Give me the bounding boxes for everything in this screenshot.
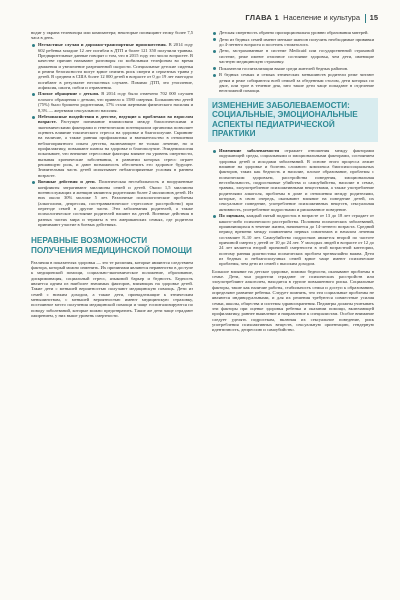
bullet-text: Детская смертность обратно пропорциональна уровню образования матерей. — [219, 30, 369, 35]
bullet-text: Показатели госпитализации выше среди жителей бедных районов. — [219, 65, 349, 71]
closing-paragraph: Большое влияние на детское здоровье, помимо бедности, оказывают проблемы в семье. Дети, чьи родители страдают от психических расстройств или злоупотребляют алкоголем, находятся в группе повышенного риска. Социальные факторы, такие как наличие работы, стабильность семьи и доступ к образованию, определяют развитие ребенка. Следует помнить, что эти социальные проблемы не являются индивидуальными, и для их решения требуются совместные усилия семьи, школы, общества и системы здравоохранения. Педиатры должны учитывать эти факторы при оценке здоровья ребенка и оказании помощи, включающей профилактику, раннее выявление и направление к специалистам. Особое внимание следует уделять подросткам, включая их сексуальное поведение, риск употребления психоактивных веществ, сексуальную ориентацию, гендерную идентичность, депрессию и самоубийство. — [212, 268, 374, 333]
intro-paragraph: водят у экрана телевизора или компьютера; некоторые посвящают этому более 7,5 часа в день. — [31, 30, 193, 41]
header-divider — [365, 14, 366, 23]
right-column — [212, 30, 374, 334]
bullet-lead: Изменение заболеваемости — [219, 147, 279, 153]
list-item — [31, 179, 193, 227]
list-item — [212, 213, 374, 266]
section-heading-band — [208, 98, 378, 142]
section-bullet-list — [212, 148, 374, 267]
bullet-lead: По оценкам, — [219, 213, 245, 219]
bullet-text: В 2014 году 602 ребенка младше 12 лет погибли в ДТП и более 121 350 получили травмы. Предварительные данные говорят о том, что в 2015 году это число возрастет. В качестве причин называют разговоры по мобильным телефонам во время движения и увеличение разрешенной скорости. Специальные детские сиденья и ремни безопасности могут вдвое снизить риск смерти и серьезных травм у детей. В среднем в США более 12 000 детей в возрасте от 0 до 19 лет ежегодно погибают в результате несчастных случаев. Помимо ДТП, это утопление, асфиксия, ожоги, побои и отравления. — [38, 42, 193, 90]
bullet-text: каждый пятый подросток в возрасте от 13 до 18 лет страдает от какого-либо психического расстройства. Половина психических заболеваний, проявляющихся в течение жизни, начинается до 14-летнего возраста. Средний период времени между появлением первых симптомов и началом лечения составляет 8–10 лет. Самоубийство подростков является второй по частоте причиной смерти у детей от 10 до 24 лет. У молодых людей в возрасте от 12 до 24 лет является второй причиной смертности в этой возрастной категории, поэтому ранняя диагностика психических проблем чрезвычайно важна. Дети из бедных и неблагополучных семей вдвое чаще имеют психические проблемы, чем дети из семей с высоким доходом. — [219, 213, 375, 267]
chapter-label: ГЛАВА 1 — [245, 13, 279, 22]
section-heading-unequal-access: НЕРАВНЫЕ ВОЗМОЖНОСТИ ПОЛУЧЕНИЯ МЕДИЦИНСКОЙ ПОМОЩИ — [31, 236, 192, 256]
bullet-text: Растущее понимание взаимосвязи между биологическими и экономическими факторами и генетическим потенциалом организма позволяет оценить влияние токсического стресса на здоровье и благополучие. Скрининг на наличие, а также ранняя профилактика и вмешательство в отношении неблагоприятного опыта детства, включающее не только лечение, но и профилактику, повышают шансы на здоровье и благополучие. Эпидемиология показывает, что внешние стрессовые факторы влияют на уровень смертности, вызывая хронические заболевания, в развитии которых стресс играет решающую роль, и дают возможность обеспечить его здоровое будущее. Значительная часть детей испытывает неблагоприятные условия в раннем возрасте. — [38, 119, 193, 178]
list-item — [212, 148, 374, 212]
right-bullet-list — [212, 30, 374, 94]
bullet-lead: Небезопасные воздействия в детстве, ведущие к проблемам во взрослом возрасте. — [38, 114, 193, 125]
bullet-lead: Плохое обращение с детьми. — [38, 91, 100, 97]
section-paragraph: Различия в показателях здоровья — это те различия, которые являются следствием фактора, который можно изменить. Их причинами являются неравенство в доступе к медицинской помощи, социально-экономическое положение, образование, дискриминация, социальный стресс, языковой барьер и бедность. Бедность является одним из наиболее значимых факторов, влияющих на здоровье детей. Такие дети с меньшей вероятностью получают медицинскую помощь. Дети из семей с низким доходом, а также дети, принадлежащие к этническим меньшинствам, с меньшей вероятностью имеют медицинскую страховку, постоянное место получения медицинской помощи и чаще госпитализируются по поводу заболеваний, которые можно предотвратить. Такие же дети чаще страдают ожирением, у них выше уровень смертности. — [31, 259, 193, 319]
section-heading-morbidity: ИЗМЕНЕНИЕ ЗАБОЛЕВАЕМОСТИ: СОЦИАЛЬНЫЕ, ЭМОЦИОНАЛЬНЫЕ АСПЕКТЫ ПЕДИАТРИЧЕСКОЙ ПРАКТИКИ — [212, 100, 358, 139]
list-item — [212, 48, 374, 64]
list-item — [212, 66, 374, 71]
bullet-text: Дети, застрахованные в системе Medicaid или государственной страховой системе, реже имеют отличное состояние здоровья, чем дети, имеющие частную медицинскую страховку. — [219, 48, 374, 65]
bullet-text: В 2014 году было отмечено 702 000 случаев плохого обращения с детьми, что привело к 1580 смертям. Большинство детей (75%) было брошено родителями, 17% стали жертвами физического насилия и 8,3% — жертвами сексуального насилия. — [38, 91, 194, 113]
left-bullet-list — [31, 42, 193, 227]
chapter-title: Население и культура — [283, 13, 360, 22]
running-header-title — [245, 13, 360, 22]
list-item — [31, 114, 193, 178]
bullet-text: Политическая нестабильность и вооруженные конфликты затрагивают миллионы семей и детей. Около 1,5 миллиона военнослужащих и женщин являются родителями более 2 миллионов детей. Из них около 30% моложе 5 лет. Различные психологические проблемы (алкоголизм, депрессия, посттравматическое стрессовое расстройство) при переезде семей в другие части. Эти заболевания родителей, а также психологическое состояние родителей влияют на детей. Военные действия в разных частях мира и теракты в тех американских семьях, где родители принимают участие в боевых действиях. — [38, 179, 193, 228]
bullet-text: Дети из бедных семей имеют меньше шансов получить необходимые прививки до 4-летнего возраста и посетить стоматолога. — [219, 36, 374, 47]
list-item — [212, 72, 374, 93]
list-item — [31, 42, 193, 90]
list-item — [31, 91, 193, 112]
bullet-lead: Военные действия и дети. — [38, 179, 96, 185]
bullet-text: В бедных семьях и семьях этнических меньшинств родители реже читают детям и реже собираются всей семьей за обеденным столом, дети которых по двое, или трое в течение дня, зато такие дети чаще попадают в отделение неотложной помощи. — [219, 72, 374, 94]
left-column — [31, 30, 193, 320]
list-item — [212, 30, 374, 35]
bullet-lead: Несчастные случаи и дорожно-транспортные происшествия. — [38, 42, 167, 48]
running-header — [0, 13, 400, 27]
page-number: 15 — [369, 13, 378, 22]
bullet-text: отражает отношения между факторами окружающей среды, социальными и эмоциональными факторами, состоянием здоровья детей и исходами заболеваний. В основе этого процесса лежит влияние на здоровье и болезнь сложного комплекса биопсихосоциальных факторов, таких как бедность и насилие, плохое образование, проблемы с психическим здоровьем, расстройства поведения, эмоциональная нестабильность, подростковые убийства и самоубийства, насилие в семье, травмы, злоупотребление психоактивными веществами, а также употребление родителями алкоголя, проблемы в доме и отношения между родителями, которые, в свою очередь, оказывают влияние на поведение детей, их сексуальное поведение, употребление психоактивных веществ, сексуальная активность, употребление подростками и рискованное поведение. — [219, 147, 374, 212]
list-item — [212, 37, 374, 48]
